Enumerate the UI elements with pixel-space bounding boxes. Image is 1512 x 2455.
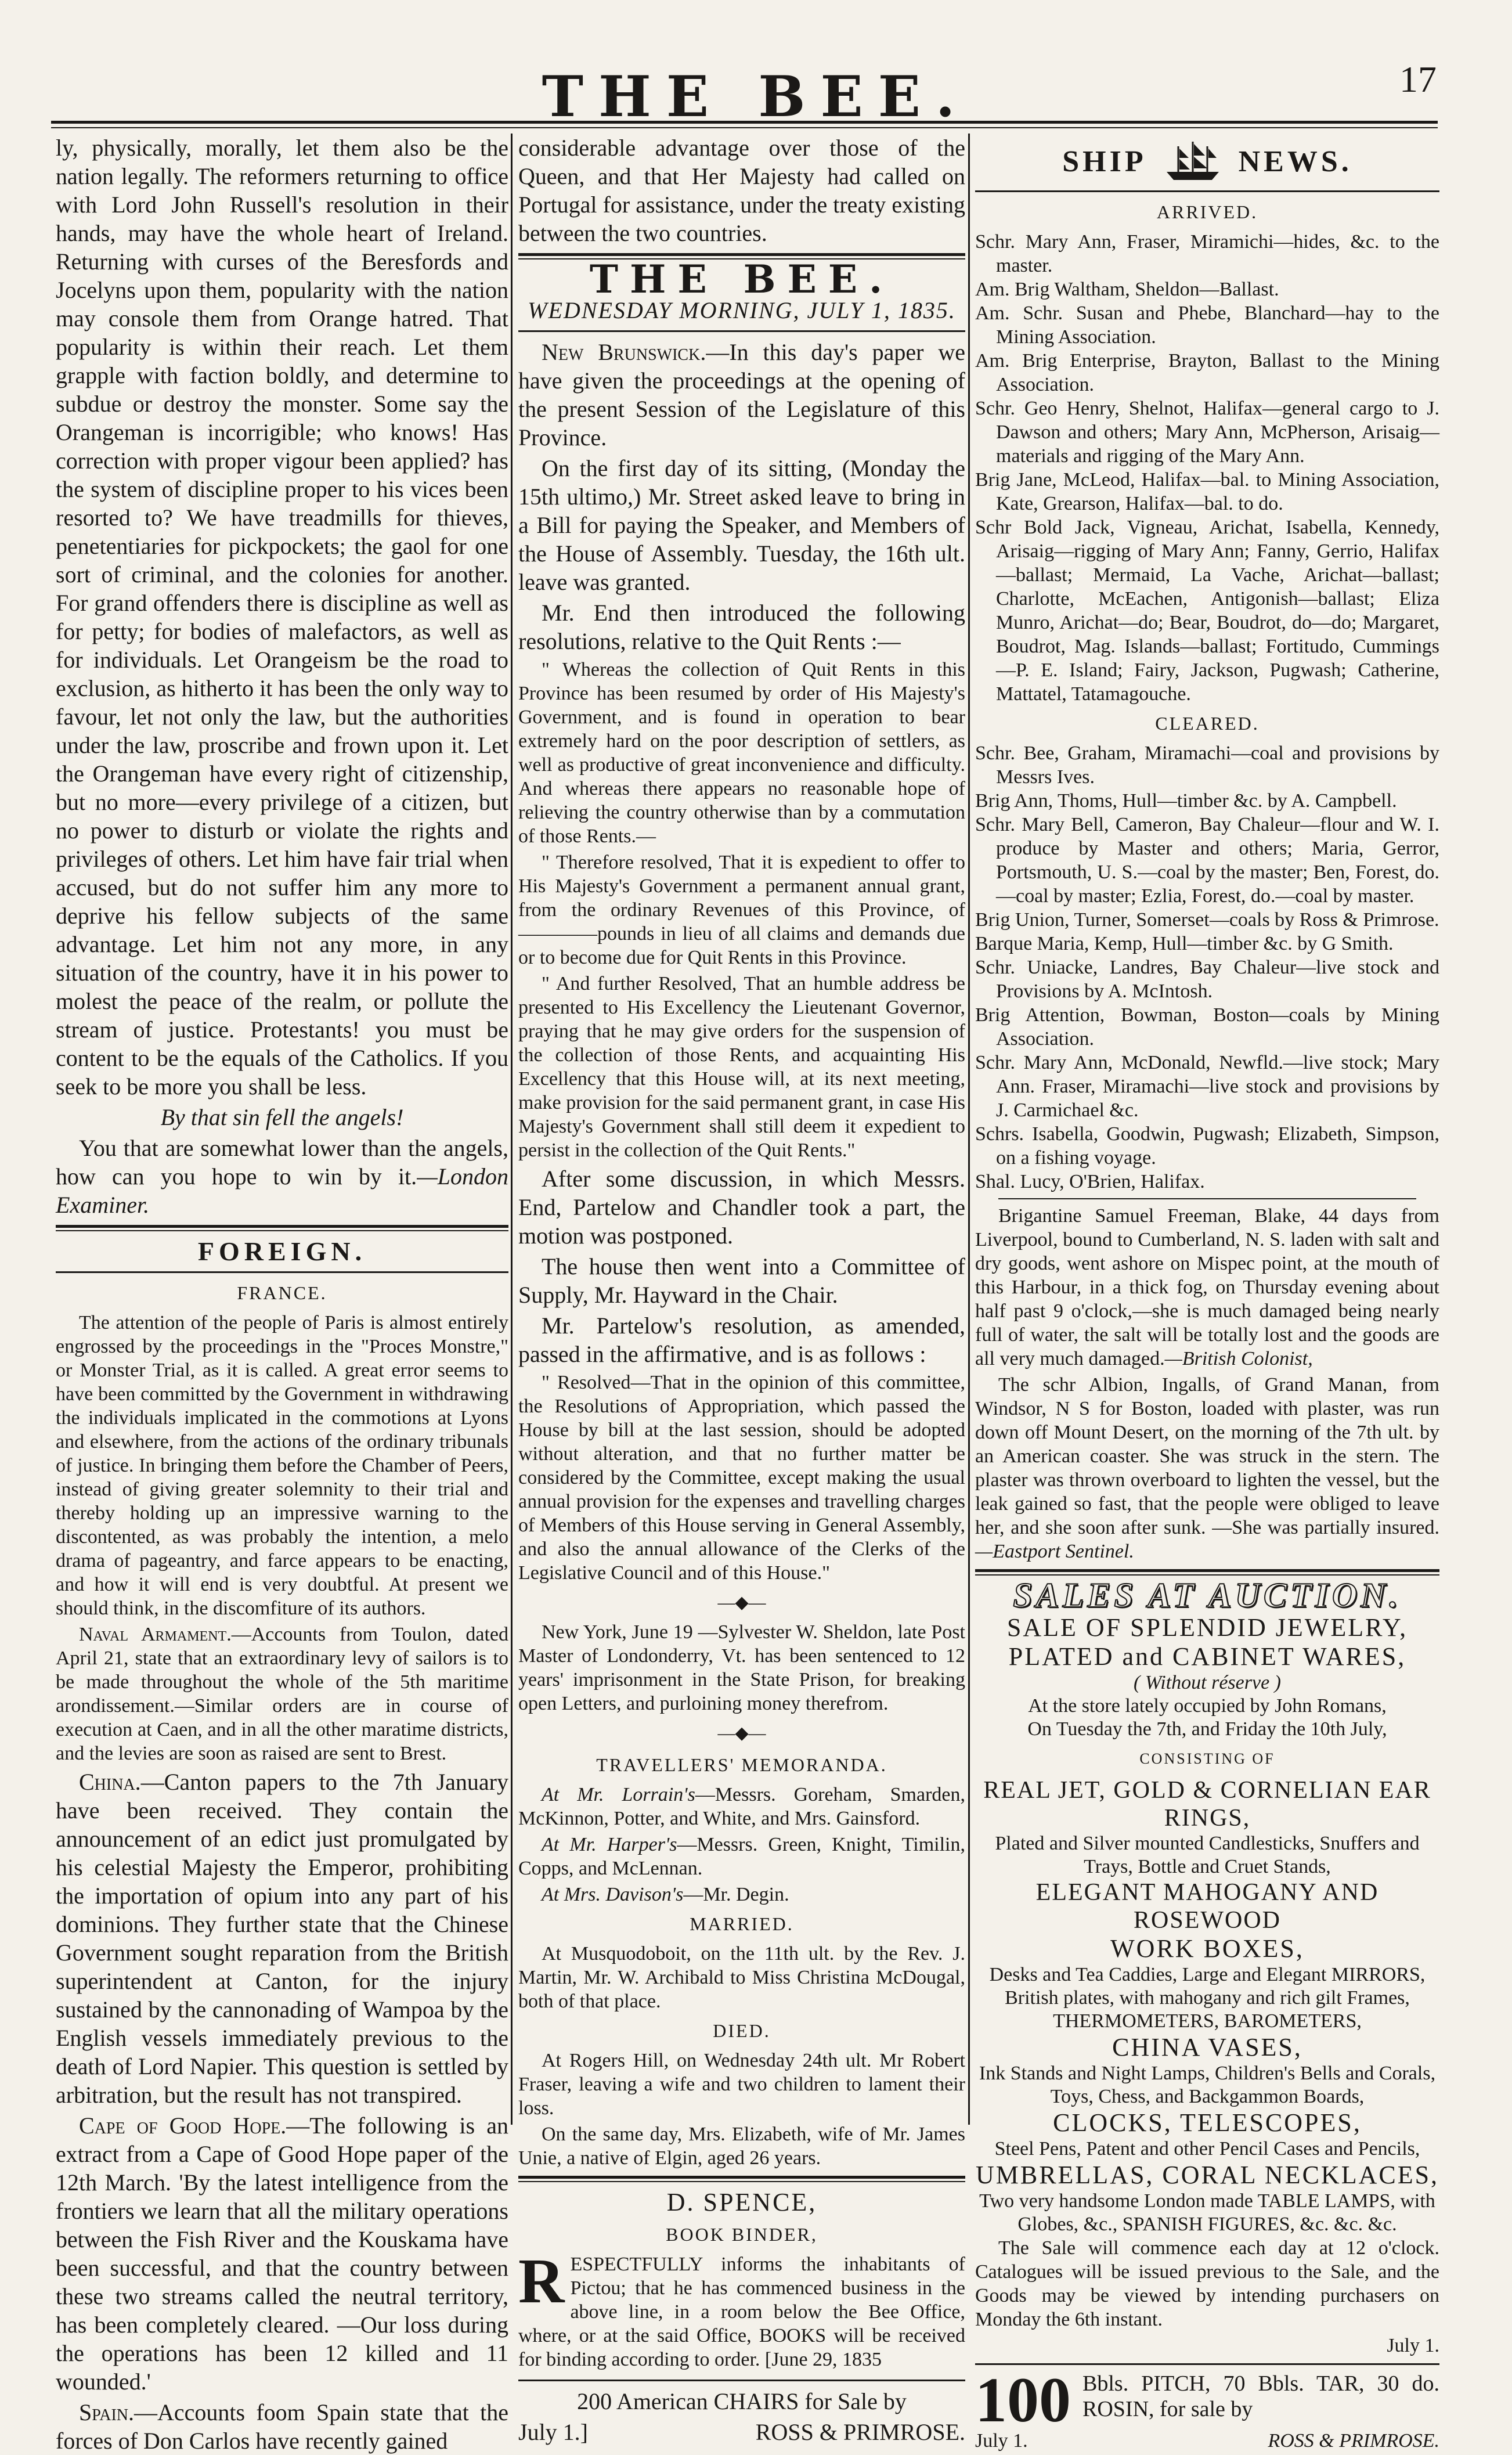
france-heading: FRANCE. <box>237 1282 327 1303</box>
sale-line: REAL JET, GOLD & CORNELIAN EAR RINGS, <box>983 1777 1431 1832</box>
orange-article-text: ly, physically, morally, let them also be the nation legally. The reformers returning to office with Lord John Russell's resolution in their hands, may have the whole heart of Ireland. Returning with curses of the Beresfords and Jocelyns upon them, popularity with the nation may console them from Orange hatred. That popularity is within their reach. Let them grapple with faction boldly, and determine to subdue or destroy the monster. Some say the Orangeman is incorrigible; who knows! Has correction with proper vigour been applied? has the system of discipline proper to his vices been resorted to? We have treadmills for thieves, penetentiaries for pickpockets; the gaol for one sort of criminal, and the colonies for another. For grand offenders there is discipline as well as for petty; for bodies of malefactors, as well as for individuals. Let Orangeism be the road to exclusion, as hitherto it has been the only way to favour, let not only the law, but the authorities under the law, proscribe and frown upon it. Let the Orangeman have every right of citizenship, but no more—every privilege of a citizen, but no power to disturb or violate the rights and privileges of others. Let him have fair trial when accused, but do not suffer him any more to deprive his fellow subjects of the same advantage. Let him not any more, in any situation of the country, have it in his power to molest the peace of the realm, or pollute the stream of justice. Protestants! you must be content to be the equals of the Catholics. If you seek to be more you shall be less. <box>56 135 508 1099</box>
died-text-1: At Rogers Hill, on Wednesday 24th ult. Mr Robert Fraser, leaving a wife and two children to lament their loss. <box>518 2050 965 2119</box>
married-heading: MARRIED. <box>690 1913 794 1934</box>
sale-terms: The Sale will commence each day at 12 o'clock. Catalogues will be issued previous to the Sale, and the Goods may be viewed by intending purchasers on Monday the 6th instant. <box>975 2237 1439 2330</box>
sale-line: CHINA VASES, <box>1112 2033 1302 2061</box>
cleared-heading: CLEARED. <box>1155 713 1260 734</box>
memo-place: At Mr. Lorrain's <box>542 1784 695 1805</box>
memo-place: At Mrs. Davison's <box>542 1884 684 1905</box>
cape-text: —The following is an extract from a Cape of Good Hope paper of the 12th March. 'By the latest intelligence from the frontiers we learn that all the military operations between the Fish River and the Kouskama have been successful, and that the country between these two streams called the neutral territory, has been completely cleared. —Our loss during the operations has been 12 killed and 11 wounded.' <box>56 2112 508 2395</box>
china-text: —Canton papers to the 7th January have been received. They contain the announcement of an edict just promulgated by his celestial Majesty the Emperor, prohibiting the importation of opium into any part of his dominions. They further state that the Chinese Government sought reparation from the British superintendent at Canton, for the injury sustained by the cannonading of Wampoa by the English vessels immediately previous to the death of Lord Napier. This question is settled by arbitration, but the result has not transpired. <box>56 1769 508 2108</box>
memo-place: At Mr. Harper's <box>542 1834 677 1855</box>
sale-line: UMBRELLAS, CORAL NECKLACES, <box>975 2161 1439 2189</box>
arrival-entry: Schr. Geo Henry, Shelnot, Halifax—general cargo to J. Dawson and others; Mary Ann, McPherson, Arisaig—materials and rigging of the Mary Ann. <box>975 398 1439 467</box>
china-lead: China. <box>79 1769 141 1795</box>
spain-continued: considerable advantage over those of the Queen, and that Her Majesty had called on Portugal for assistance, under the treaty existing between the two countries. <box>518 135 965 246</box>
masthead-rule <box>51 121 1438 128</box>
ornament-divider: —◆— <box>717 1724 766 1743</box>
sale-line: SALE OF SPLENDID JEWELRY, <box>1006 1613 1408 1642</box>
wreck-source: —Eastport Sentinel. <box>975 1541 1134 1562</box>
chairs-footer <box>518 2418 965 2446</box>
end-paragraph: Mr. End then introduced the following resolutions, relative to the Quit Rents :— <box>518 600 965 654</box>
resolution-3: " And further Resolved, That an humble address be presented to His Excellency the Lieutenant Governor, praying that he may give orders for the suspension of the collection of those Rents, and acquainting His Excellency that this House will, at its next meeting, make provision for the said permanent grant, in case His Majesty's Government shall still deem it expedient to persist in the collection of the Quit Rents." <box>518 973 965 1161</box>
arrived-list <box>975 230 1439 706</box>
naval-paragraph <box>56 1623 508 1765</box>
column-divider-2 <box>968 134 970 2125</box>
sale-line: ELEGANT MAHOGANY AND ROSEWOOD <box>1035 1879 1379 1934</box>
ship-news-heading <box>975 138 1439 185</box>
column-3 <box>975 134 1439 2452</box>
sale-line: Steel Pens, Patent and other Pencil Cases and Pencils, <box>994 2138 1420 2160</box>
drop-cap: R <box>518 2245 565 2316</box>
wreck-report-1 <box>975 1204 1439 1371</box>
issue-date: WEDNESDAY MORNING, JULY 1, 1835. <box>528 297 956 323</box>
sale-line: PLATED and CABINET WARES, <box>1008 1642 1406 1671</box>
quote-line: By that sin fell the angels! <box>160 1104 404 1130</box>
section-rule <box>56 1225 508 1231</box>
memoranda-heading: TRAVELLERS' MEMORANDA. <box>596 1754 887 1775</box>
editorial-title: THE BEE. <box>589 257 894 302</box>
naval-lead: Naval Armament. <box>79 1624 232 1645</box>
section-rule <box>518 2380 965 2381</box>
pitch-text: Bbls. PITCH, 70 Bbls. TAR, 30 do. ROSIN, for sale by <box>1082 2371 1439 2421</box>
ornament-divider: —◆— <box>717 1593 766 1612</box>
chairs-date: July 1.] <box>518 2419 588 2445</box>
arrival-entry: Brig Jane, McLeod, Halifax—bal. to Mining Association, Kate, Grearson, Halifax—bal. to do. <box>975 469 1439 514</box>
section-rule <box>518 2176 965 2182</box>
new-york-item: New York, June 19 —Sylvester W. Sheldon, late Post Master of Londonderry, Vt. has been sentenced to 12 years' imprisonment in the State Prison, for breaking open Letters, and purloining money therefrom. <box>518 1621 965 1714</box>
column-2 <box>518 134 965 2445</box>
clearance-entry: Schrs. Isabella, Goodwin, Pugwash; Elizabeth, Simpson, on a fishing voyage. <box>975 1123 1439 1169</box>
section-rule <box>975 190 1439 192</box>
clearance-entry: Schr. Mary Bell, Cameron, Bay Chaleur—flour and W. I. produce by Master and others; Maria, Gerror, Portsmouth, U. S.—coal by the master; Ben, Forest, do.—coal by master; Ezlia, Forest, do.—coal by master. <box>975 814 1439 907</box>
spence-ad-date: [June 29, 1835 <box>764 2349 882 2370</box>
closing-body: You that are somewhat lower than the angels, how can you hope to win by it. <box>56 1135 508 1189</box>
arrival-entry: Am. Schr. Susan and Phebe, Blanchard—hay to the Mining Association. <box>975 302 1439 348</box>
clearance-entry: Schr. Uniacke, Landres, Bay Chaleur—live stock and Provisions by A. McIntosh. <box>975 957 1439 1002</box>
sale-line: Desks and Tea Caddies, Large and Elegant MIRRORS, British plates, with mahogany and rich gilt Frames, THERMOMETERS, BAROMETERS, <box>989 1964 1426 2032</box>
died-text-2: On the same day, Mrs. Elizabeth, wife of Mr. James Unie, a native of Elgin, aged 26 years. <box>518 2124 965 2169</box>
memo-davison <box>518 1883 965 1906</box>
arrival-entry: Am. Brig Enterprise, Brayton, Ballast to the Mining Association. <box>975 350 1439 395</box>
wreck-text: Brigantine Samuel Freeman, Blake, 44 days from Liverpool, bound to Cumberland, N. S. laden with salt and dry goods, went ashore on Mispec point, at the mouth of this Harbour, in a thick fog, on Thursday evening about half past 9 o'clock,—she is much damaged being nearly full of water, the salt will be totally lost and the goods are all very much damaged. <box>975 1205 1439 1369</box>
column-divider-1 <box>511 134 513 2125</box>
arrival-entry: Schr. Mary Ann, Fraser, Miramichi—hides, &c. to the master. <box>975 231 1439 276</box>
clearance-entry: Brig Ann, Thoms, Hull—timber &c. by A. Campbell. <box>975 790 1397 812</box>
died-heading: DIED. <box>713 2020 771 2041</box>
arrival-entry: Schr Bold Jack, Vigneau, Arichat, Isabella, Kennedy, Arisaig—rigging of Mary Ann; Fanny, Gerrio, Halifax—ballast; Mermaid, La Vache, Arichat—ballast; Charlotte, McEachen, Antigonish—ballast; Eliza Munro, Arichat—do; Bear, Boudrot, do—do; Margaret, Boudrot, Mag. Islands—ballast; Fortitudo, Cummings—P. E. Island; Fairy, Jackson, Pugwash; Catherine, Mattatel, Tatamagouche. <box>975 517 1439 705</box>
sale-line: Plated and Silver mounted Candlesticks, Snuffers and Trays, Bottle and Cruet Stands, <box>995 1833 1420 1877</box>
ship-news-left: SHIP <box>1062 145 1147 178</box>
memo-names: —Messrs. Goreham, Smarden, McKinnon, Potter, and White, and Mrs. Gainsford. <box>518 1784 965 1829</box>
partelow-paragraph: Mr. Partelow's resolution, as amended, passed in the affirmative, and is as follows : <box>518 1313 965 1367</box>
page-number: 17 <box>1399 59 1437 100</box>
spain-lead: Spain. <box>79 2399 135 2425</box>
auction-heading: SALES AT AUCTION. <box>1013 1576 1402 1614</box>
ship-icon <box>1161 138 1225 185</box>
chairs-seller: ROSS & PRIMROSE. <box>755 2419 965 2445</box>
nb-paragraph <box>518 338 965 452</box>
spence-ad <box>518 2245 965 2371</box>
spain-paragraph <box>56 2398 508 2455</box>
clearance-entry: Schr. Bee, Graham, Miramachi—coal and provisions by Messrs Ives. <box>975 742 1439 788</box>
section-rule <box>518 330 965 332</box>
cape-paragraph <box>56 2111 508 2396</box>
closing-source: —London Examiner. <box>56 1163 508 1218</box>
nb-text: —In this day's paper we have given the proceedings at the opening of the present Session of the Legislature of this Province. <box>518 339 965 450</box>
naval-text: —Accounts from Toulon, dated April 21, state that an extraordinary levy of sailors is to be made throughout the whole of the 5th maritime arondissement.—Similar orders are in course of execution at Caen, and in all the other maratime districts, and the levies are soon as raised are sent to Brest. <box>56 1624 509 1764</box>
sale-line: CLOCKS, TELESCOPES, <box>1053 2108 1362 2137</box>
france-text: The attention of the people of Paris is almost entirely engrossed by the proceedings in the "Proces Monstre," or Monster Trial, as it is called. A great error seems to have been committed by the Government in withdrawing the individuals implicated in the commotions at Lyons and elsewhere, from the actions of the ordinary tribunals of justice. In bringing them before the Chamber of Peers, instead of giving greater solemnity to their trial and thereby holding up an impressive warning to the discontented, as was probably the intention, a melo drama of pageantry, and farce appears to be enacting, and how it will end is very doubtful. At present we should think, in the discomfiture of its authors. <box>56 1312 508 1619</box>
chairs-line: 200 American CHAIRS for Sale by <box>577 2388 907 2414</box>
wreck-source: —British Colonist, <box>1164 1348 1313 1369</box>
cape-lead: Cape of Good Hope. <box>79 2112 287 2139</box>
wreck-text: The schr Albion, Ingalls, of Grand Manan, from Windsor, N S for Boston, loaded with plaster, was run down off Mount Desert, on the morning of the 7th ult. by an American coaster. She was struck in the stern. The plaster was thrown overboard to lighten the vessel, but the leak gained so fast, that the people were obliged to leave her, and she soon after sunk. —She was partially insured. <box>975 1374 1439 1538</box>
committee-paragraph: The house then went into a Committee of Supply, Mr. Hayward in the Chair. <box>518 1253 965 1308</box>
masthead <box>0 0 1512 134</box>
memo-lorrain <box>518 1783 965 1830</box>
memo-names: —Messrs. Green, Knight, Timilin, Copps, and McLennan. <box>518 1834 965 1879</box>
sale-line: WORK BOXES, <box>1110 1934 1304 1963</box>
foreign-heading: FOREIGN. <box>197 1236 367 1266</box>
discussion-paragraph: After some discussion, in which Messrs. End, Partelow and Chandler took a part, the motion was postponed. <box>518 1166 965 1249</box>
sale-line: At the store lately occupied by John Romans, <box>1028 1695 1387 1717</box>
resolution-1: " Whereas the collection of Quit Rents in this Province has been resumed by order of His Majesty's Government, and is found in operation to bear extremely hard on the poor description of settlers, as well as productive of great inconvenience and difficulty. And whereas there appears no reasonable hope of relieving the country otherwise than by a commutation of those Rents.— <box>518 659 965 847</box>
spence-name: D. SPENCE, <box>666 2188 817 2216</box>
section-rule <box>56 1271 508 1273</box>
sale-line: On Tuesday the 7th, and Friday the 10th July, <box>1027 1718 1387 1740</box>
cleared-list <box>975 741 1439 1194</box>
clearance-entry: Schr. Mary Ann, McDonald, Newfld.—live stock; Mary Ann. Fraser, Miramachi—live stock and provisions by J. Carmichael &c. <box>975 1052 1439 1121</box>
nb-lead: New Brunswick. <box>542 339 706 365</box>
street-paragraph: On the first day of its sitting, (Monday the 15th ultimo,) Mr. Street asked leave to bring in a Bill for paying the Speaker, and Members of the House of Assembly. Tuesday, the 16th ult. leave was granted. <box>518 455 965 595</box>
resolution-4: " Resolved—That in the opinion of this committee, the Resolutions of Appropriation, which passed the House by bill at the last session, should be adopted without alteration, and that no further matter be considered by the Committee, except making the usual annual provision for the expenses and travelling charges of Members of this House serving in General Assembly, and also the annual allowance of the Clerks of the Legislative Council and of this House." <box>518 1372 965 1584</box>
section-rule <box>998 1198 1416 1199</box>
resolution-2: " Therefore resolved, That it is expedient to offer to His Majesty's Government a permanent annual grant, from the ordinary Revenues of this Province, of ————pounds in lieu of all claims and demands due or to become due for Quit Rents in this Province. <box>518 852 965 968</box>
section-rule <box>975 1569 1439 1576</box>
arrival-entry: Am. Brig Waltham, Sheldon—Ballast. <box>975 279 1279 300</box>
sale-date: July 1. <box>1387 2335 1439 2356</box>
newspaper-title: THE BEE. <box>542 64 970 129</box>
sale-line: Ink Stands and Night Lamps, Children's Bells and Corals, Toys, Chess, and Backgammon Boards, <box>979 2063 1436 2107</box>
sale-line: CONSISTING OF <box>1139 1750 1275 1767</box>
married-text: At Musquodoboit, on the 11th ult. by the Rev. J. Martin, Mr. W. Archibald to Miss Christina McDougal, both of that place. <box>518 1943 965 2012</box>
spence-ad-text: ESPECTFULLY informs the inhabitants of Pictou; that he has commenced business in the above line, in a room below the Bee Office, where, or at the said Office, BOOKS will be received for binding according to order. <box>518 2254 965 2370</box>
pitch-seller: ROSS & PRIMROSE. <box>1268 2430 1439 2452</box>
arrived-heading: ARRIVED. <box>1156 201 1258 222</box>
sale-line: ( Without réserve ) <box>1134 1672 1281 1693</box>
sale-line: Two very handsome London made TABLE LAMPS, with Globes, &c., SPANISH FIGURES, &c. &c. &c. <box>979 2190 1435 2235</box>
memo-names: —Mr. Degin. <box>683 1884 789 1905</box>
closing-text <box>56 1134 508 1219</box>
clearance-entry: Barque Maria, Kemp, Hull—timber &c. by G Smith. <box>975 933 1394 954</box>
spence-trade: BOOK BINDER, <box>666 2224 818 2245</box>
spain-text: —Accounts foom Spain state that the forces of Don Carlos have recently gained <box>56 2399 508 2454</box>
ship-news-right: NEWS. <box>1238 145 1352 178</box>
pitch-advert <box>975 2364 1439 2435</box>
wreck-report-2 <box>975 1373 1439 1563</box>
clearance-entry: Brig Union, Turner, Somerset—coals by Ross & Primrose. <box>975 909 1439 931</box>
memo-harper <box>518 1833 965 1880</box>
china-paragraph <box>56 1768 508 2109</box>
clearance-entry: Shal. Lucy, O'Brien, Halifax. <box>975 1171 1205 1192</box>
pitch-quantity: 100 <box>975 2364 1071 2435</box>
pitch-date: July 1. <box>975 2430 1028 2452</box>
column-1 <box>56 134 509 2454</box>
clearance-entry: Brig Attention, Bowman, Boston—coals by Mining Association. <box>975 1004 1439 1050</box>
